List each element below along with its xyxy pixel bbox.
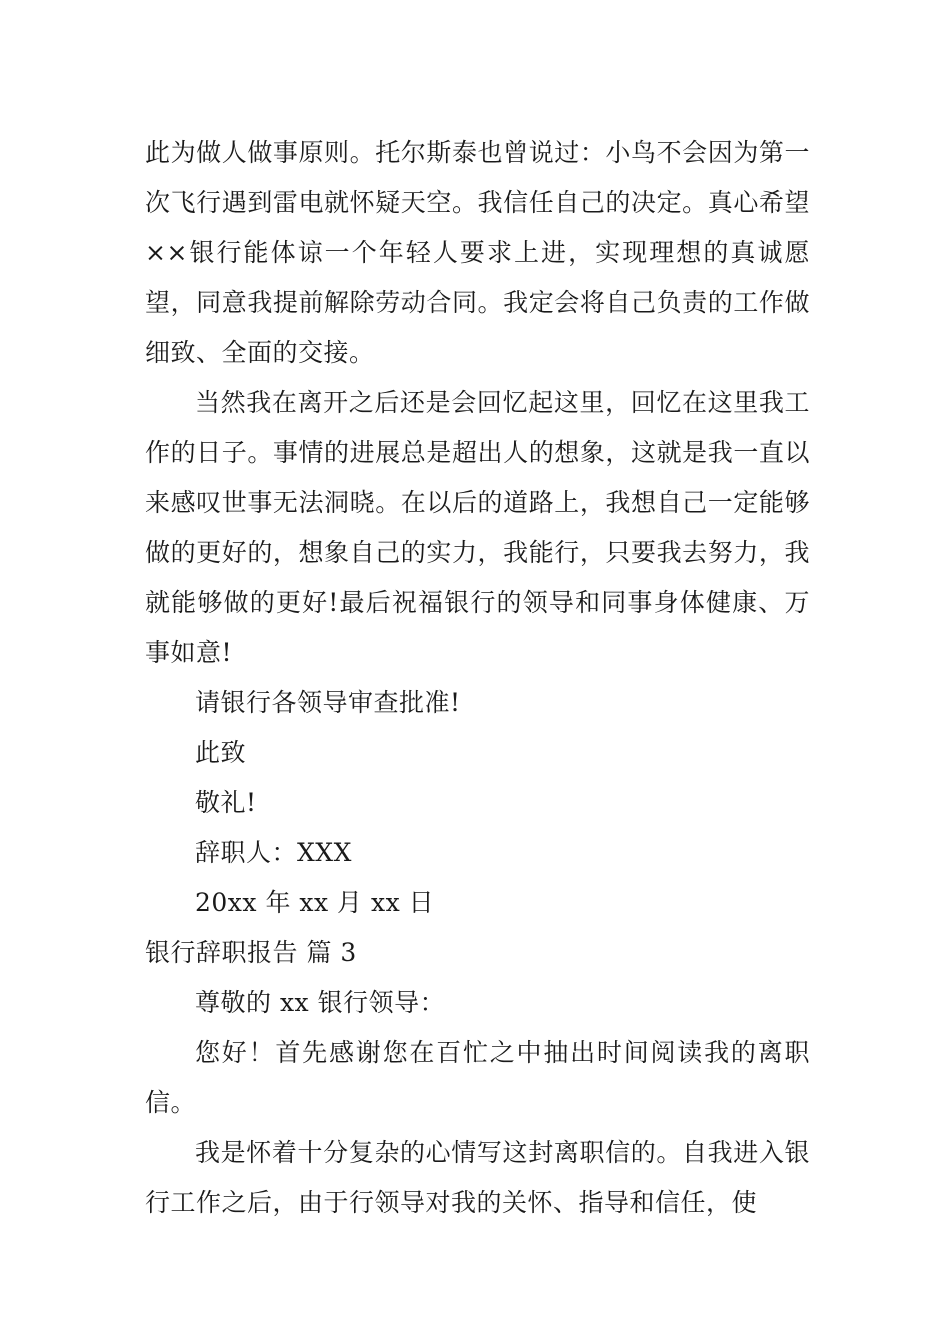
- closing-salutation-2: 敬礼!: [195, 788, 257, 817]
- signer-line: 辞职人：XXX: [195, 838, 352, 867]
- section-heading: 银行辞职报告 篇 3: [145, 938, 357, 967]
- document-body: [145, 128, 810, 1228]
- date-line: 20xx 年 xx 月 xx 日: [195, 888, 435, 917]
- approval-request: 请银行各领导审查批准!: [195, 688, 461, 717]
- paragraph-2: 当然我在离开之后还是会回忆起这里，回忆在这里我工作的日子。事情的进展总是超出人的想象，这就是我一直以来感叹世事无法洞晓。在以后的道路上，我想自己一定能够做的更好的，想象自己的实力，我能行，只要我去努力，我就能够做的更好!最后祝福银行的领导和同事身体健康、万事如意!: [145, 388, 810, 667]
- paragraph-4: 我是怀着十分复杂的心情写这封离职信的。自我进入银行工作之后，由于行领导对我的关怀、指导和信任，使: [145, 1138, 810, 1217]
- paragraph-3: 您好！首先感谢您在百忙之中抽出时间阅读我的离职信。: [145, 1038, 810, 1117]
- greeting-line: 尊敬的 xx 银行领导：: [195, 988, 446, 1017]
- closing-salutation-1: 此致: [195, 738, 247, 767]
- paragraph-1: 此为做人做事原则。托尔斯泰也曾说过：小鸟不会因为第一次飞行遇到雷电就怀疑天空。我信任自己的决定。真心希望××银行能体谅一个年轻人要求上进，实现理想的真诚愿望，同意我提前解除劳动合同。我定会将自己负责的工作做细致、全面的交接。: [145, 138, 810, 367]
